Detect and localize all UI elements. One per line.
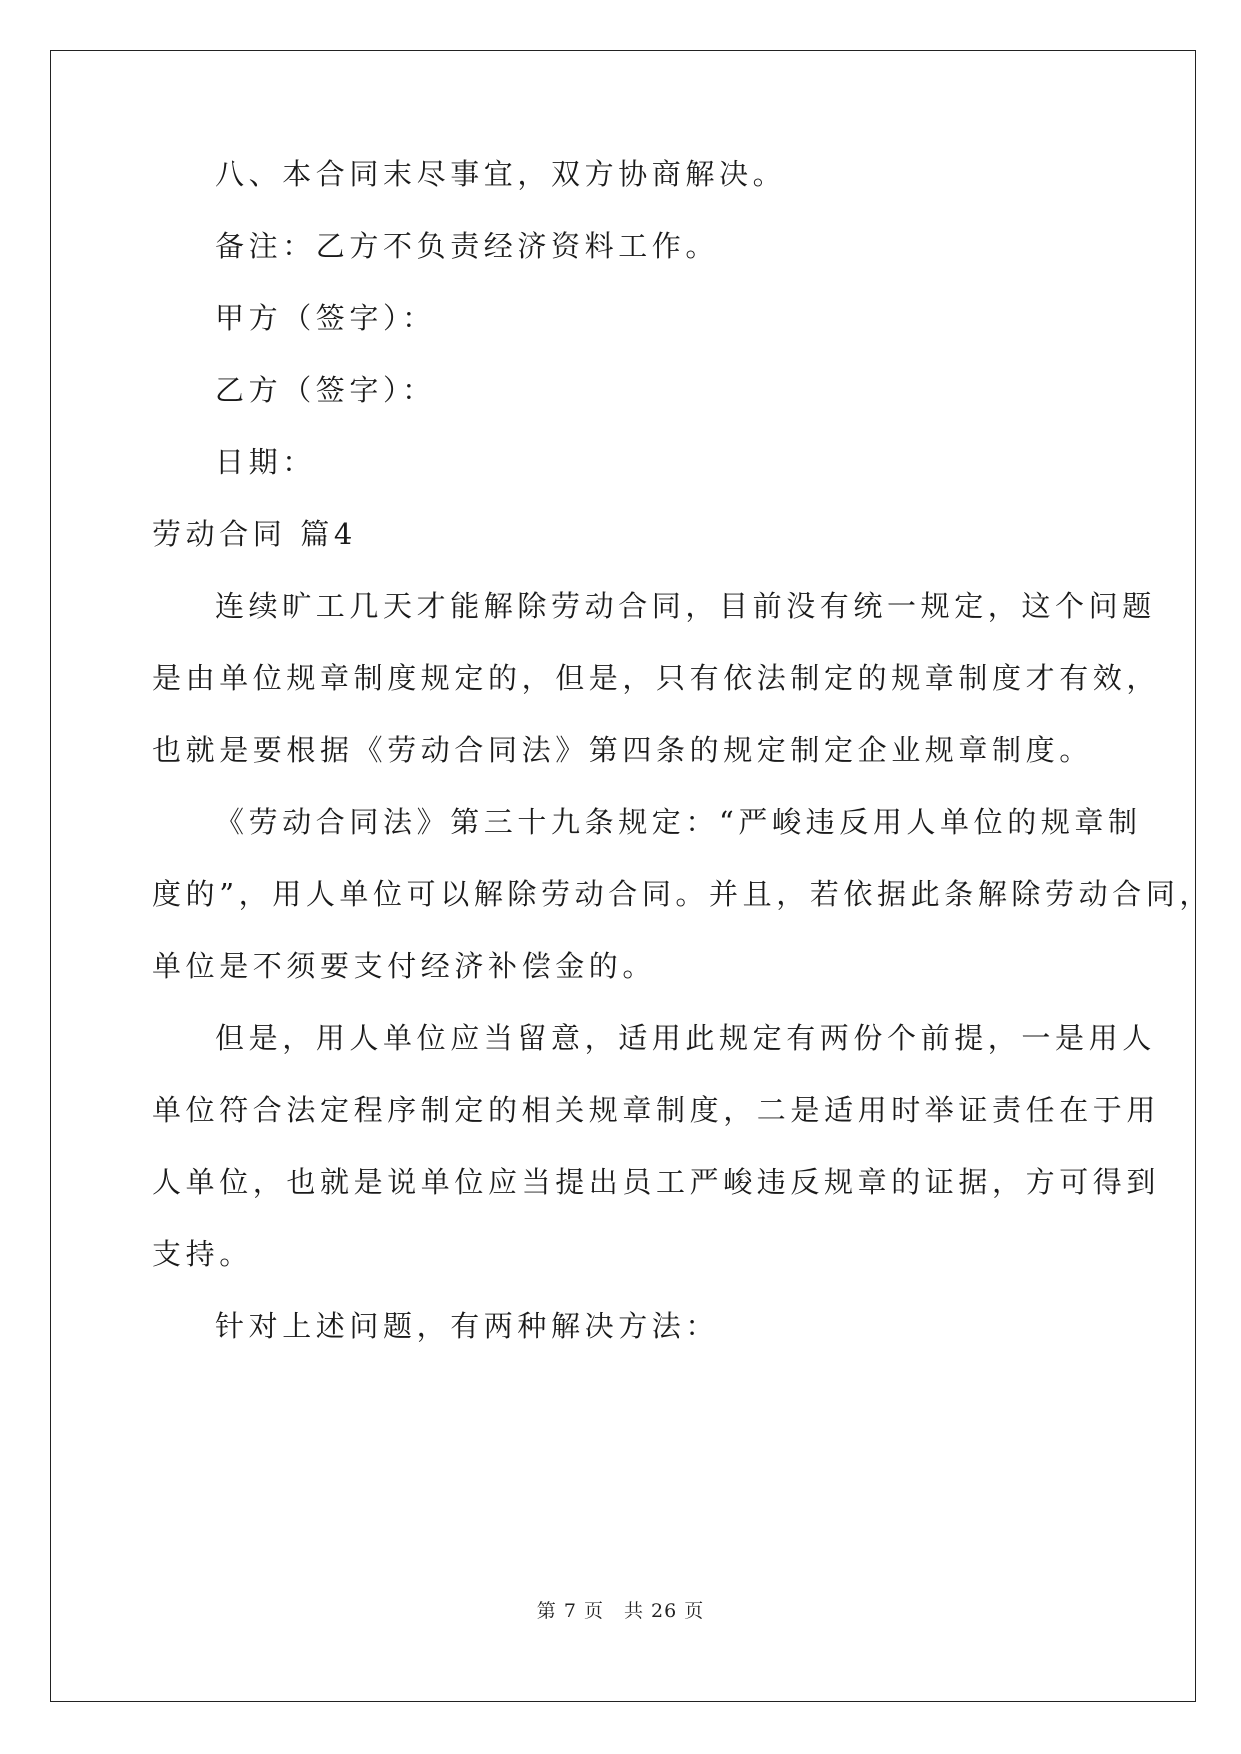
paragraph-line: 针对上述问题，有两种解决方法： [215,1309,720,1343]
party-a-signature: 甲方（签字）： [215,301,436,335]
paragraph-line: 《劳动合同法》第三十九条规定：“严峻违反用人单位的规章制 [215,805,1142,839]
clause-eight: 八、本合同末尽事宜，双方协商解决。 [215,157,787,191]
paragraph-line: 人单位，也就是说单位应当提出员工严峻违反规章的证据，方可得到 [152,1165,1161,1199]
paragraph-line: 支持。 [152,1237,253,1271]
paragraph-line: 度的”，用人单位可以解除劳动合同。并且，若依据此条解除劳动合同， [152,877,1214,911]
paragraph-line: 但是，用人单位应当留意，适用此规定有两份个前提，一是用人 [215,1021,1156,1055]
paragraph-line: 也就是要根据《劳动合同法》第四条的规定制定企业规章制度。 [152,733,1093,767]
page-number: 第 7 页 共 26 页 [536,1600,705,1622]
remark-line: 备注：乙方不负责经济资料工作。 [215,229,720,263]
paragraph-line: 单位是不须要支付经济补偿金的。 [152,949,657,983]
party-b-signature: 乙方（签字）： [215,373,436,407]
date-line: 日期： [215,445,316,479]
section-heading: 劳动合同 篇4 [152,517,357,551]
paragraph-line: 单位符合法定程序制定的相关规章制度，二是适用时举证责任在于用 [152,1093,1161,1127]
paragraph-line: 是由单位规章制度规定的，但是，只有依法制定的规章制度才有效， [152,661,1161,695]
paragraph-line: 连续旷工几天才能解除劳动合同，目前没有统一规定，这个问题 [215,589,1156,623]
